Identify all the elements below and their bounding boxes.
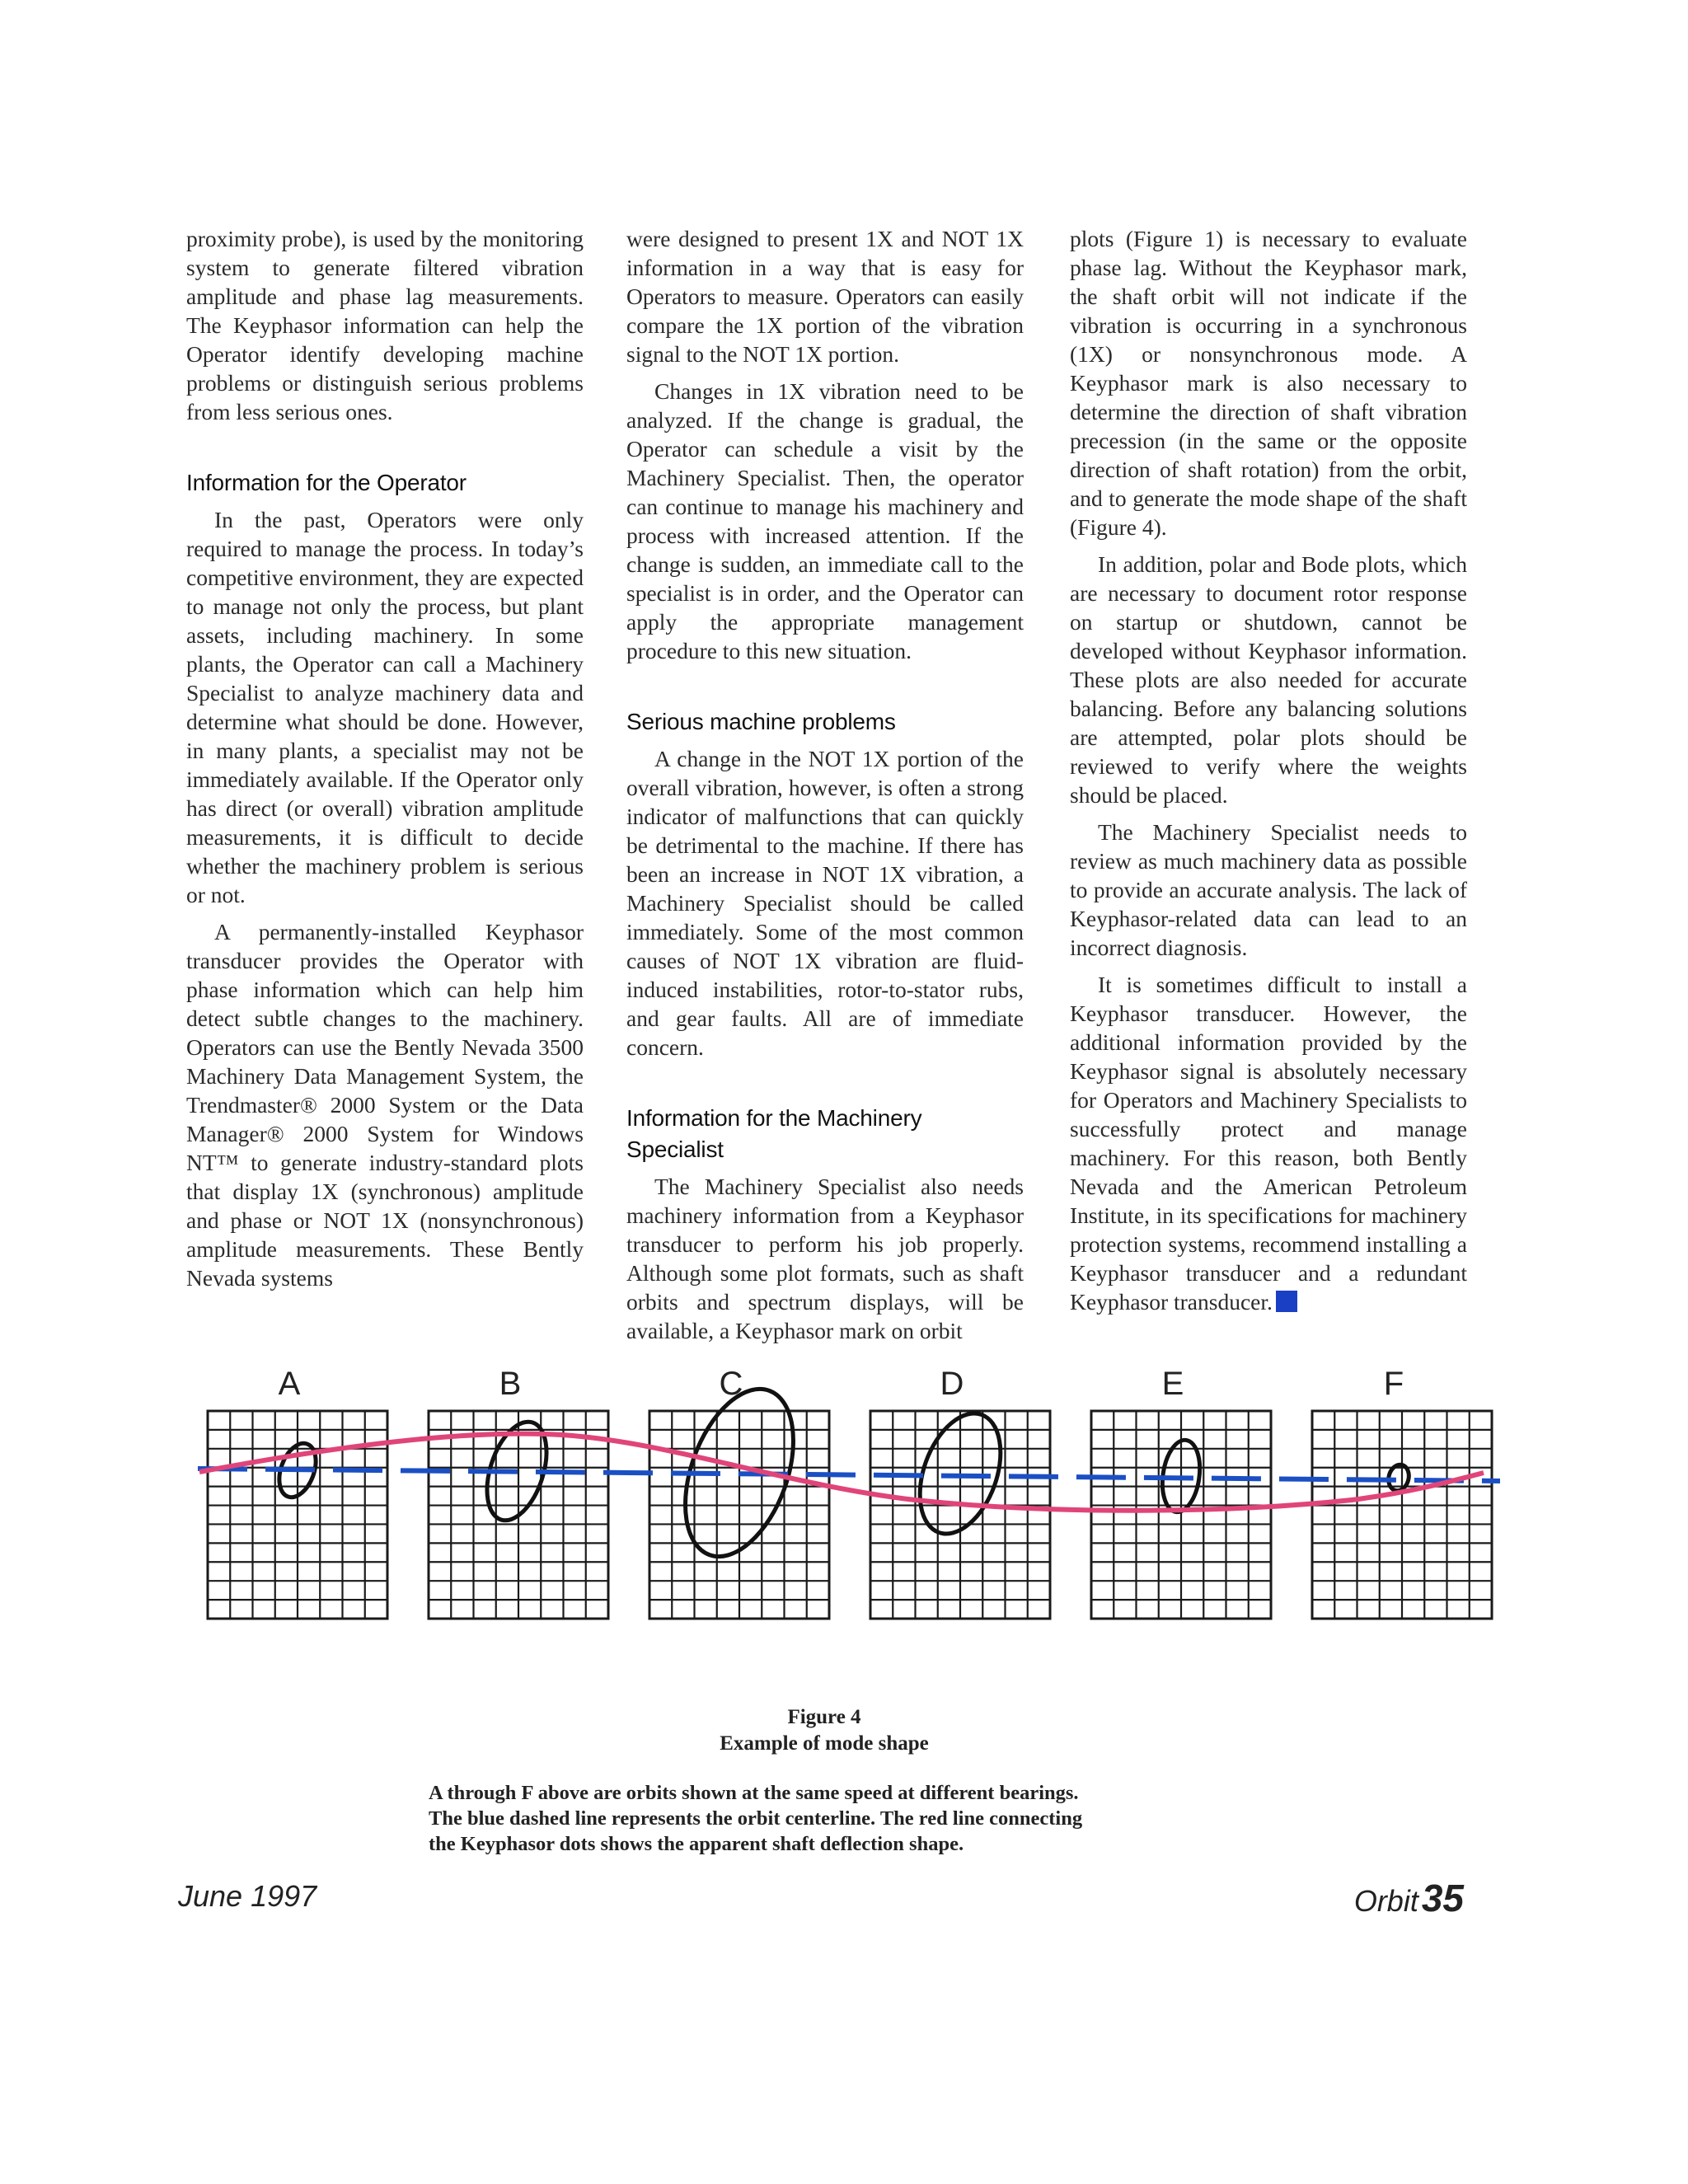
body-paragraph: proximity probe), is used by the monitoring system to generate filtered vibration amplitude and phase lag measurements. The Keyphasor information can help the Operator identify developing machine problems or distinguish serious problems from less serious ones. [186,226,584,424]
figure-4-mode-shape [198,1352,1500,1681]
footer-date: June 1997 [178,1879,317,1913]
orbit-label: E [1161,1366,1184,1402]
section-heading: Serious machine problems [626,709,896,734]
figure-caption-line: the Keyphasor dots shows the apparent shaft deflection shape. [429,1833,964,1855]
mode-shape-diagram [198,1352,1500,1681]
body-paragraph: plots (Figure 1) is necessary to evaluate phase lag. Without the Keyphasor mark, the shaft orbit will not indicate if the vibration is occurring in a synchronous (1X) or nonsynchronous mode. A Keyphasor mark is also necessary to determine the direction of shaft vibration precession (in the same or the opposite direction of shaft rotation) from the orbit, and to generate the mode shape of the shaft (Figure 4). [1070,226,1467,540]
footer-magazine [1354,1876,1464,1920]
figure-caption-line: A through F above are orbits shown at the same speed at different bearings. [429,1782,1079,1804]
figure-caption-line: The blue dashed line represents the orbit centerline. The red line connecting [429,1807,1083,1830]
orbit-label: B [499,1366,522,1402]
text-column-1 [186,224,584,1353]
orbit-panel [649,1366,829,1619]
figure-subtitle: Example of mode shape [720,1732,929,1755]
body-paragraph: In addition, polar and Bode plots, which are necessary to document rotor response on startup or shutdown, cannot be developed without Keyphasor information. These plots are also needed for accurate balancing. Before any balancing solutions are attempted, polar plots should be reviewed to verify where the weights should be placed. [1070,551,1467,808]
end-of-article-mark [1276,1291,1297,1312]
orbit-label: D [940,1366,964,1402]
orbit-label: A [278,1366,301,1402]
orbit-label: F [1383,1366,1404,1402]
footer-magazine-name: Orbit [1353,1884,1418,1918]
orbit-grid [208,1411,387,1619]
text-column-3 [1070,224,1467,1353]
orbit-panel [1091,1366,1271,1619]
orbit-panel [208,1366,387,1619]
section-heading: Information for the Operator [186,470,467,495]
body-paragraph: A permanently-installed Keyphasor transducer provides the Operator with phase information which can help him detect subtle changes to the machinery. Operators can use the Bently Nevada 3500 Machinery Data Management System, the Trendmaster® 2000 System or the Data Manager® 2000 System for Windows NT™ to generate industry-standard plots that display 1X (synchronous) amplitude and phase or NOT 1X (nonsynchronous) amplitude measurements. These Bently Nevada systems [186,919,584,1291]
body-paragraph: Changes in 1X vibration need to be analyzed. If the change is gradual, the Operator can schedule a visit by the Machinery Specialist. Then, the operator can continue to manage his machinery and process with increased attention. If the change is sudden, an immediate call to the specialist is in order, and the Operator can apply the appropriate management procedure to this new situation. [626,378,1024,663]
body-paragraph: It is sometimes difficult to install a Keyphasor transducer. However, the additional information provided by the Keyphasor signal is absolutely necessary for Operators and Machinery Specialists to successfully protect and manage machinery. For this reason, both Bently Nevada and the American Petroleum Institute, in its specifications for machinery protection systems, recommend installing a Keyphasor transducer and a redundant Keyphasor transducer. [1070,972,1467,1315]
footer-page-number: 35 [1421,1877,1464,1919]
text-column-2 [626,224,1024,1353]
body-paragraph: were designed to present 1X and NOT 1X information in a way that is easy for Operators to measure. Operators can easily compare the 1X portion of the vibration signal to the NOT 1X portion. [626,226,1024,367]
orbit-panel [429,1366,608,1619]
body-paragraph: The Machinery Specialist needs to review as much machinery data as possible to provide an accurate analysis. The lack of Keyphasor-related data can lead to an incorrect diagnosis. [1070,819,1467,960]
figure-caption [429,1780,1236,1857]
shaft-deflection-line [199,1434,1484,1511]
orbit-grid [870,1411,1050,1619]
body-paragraph: In the past, Operators were only required to manage the process. In today’s competitive environment, they are expected to manage not only the process, but plant assets, including machinery. In some plants, the Operator can call a Machinery Specialist to analyze machinery data and determine what should be done. However, in many plants, a specialist may not be immediately available. If the Operator only has direct (or overall) vibration amplitude measurements, it is difficult to decide whether the machinery problem is serious or not. [186,507,584,907]
orbit-label: C [719,1366,743,1402]
section-heading: Information for the Machinery Specialist [626,1105,922,1162]
orbit-grid [1312,1411,1492,1619]
body-paragraph: A change in the NOT 1X portion of the overall vibration, however, is often a strong indicator of malfunctions that can quickly be detrimental to the machine. If there has been an increase in NOT 1X vibration, a Machinery Specialist should be called immediately. Some of the most common causes of NOT 1X vibration are fluid-induced instabilities, rotor-to-stator rubs, and gear faults. All are of immediate concern. [626,746,1024,1060]
body-paragraph: The Machinery Specialist also needs machinery information from a Keyphasor transducer to perform his job properly. Although some plot formats, such as shaft orbits and spectrum displays, will be available, a Keyphasor mark on orbit [626,1174,1024,1343]
orbit-grid [649,1411,829,1619]
orbit-panel [870,1366,1050,1619]
orbit-centerline [198,1469,1500,1481]
figure-title: Figure 4 [787,1706,861,1728]
